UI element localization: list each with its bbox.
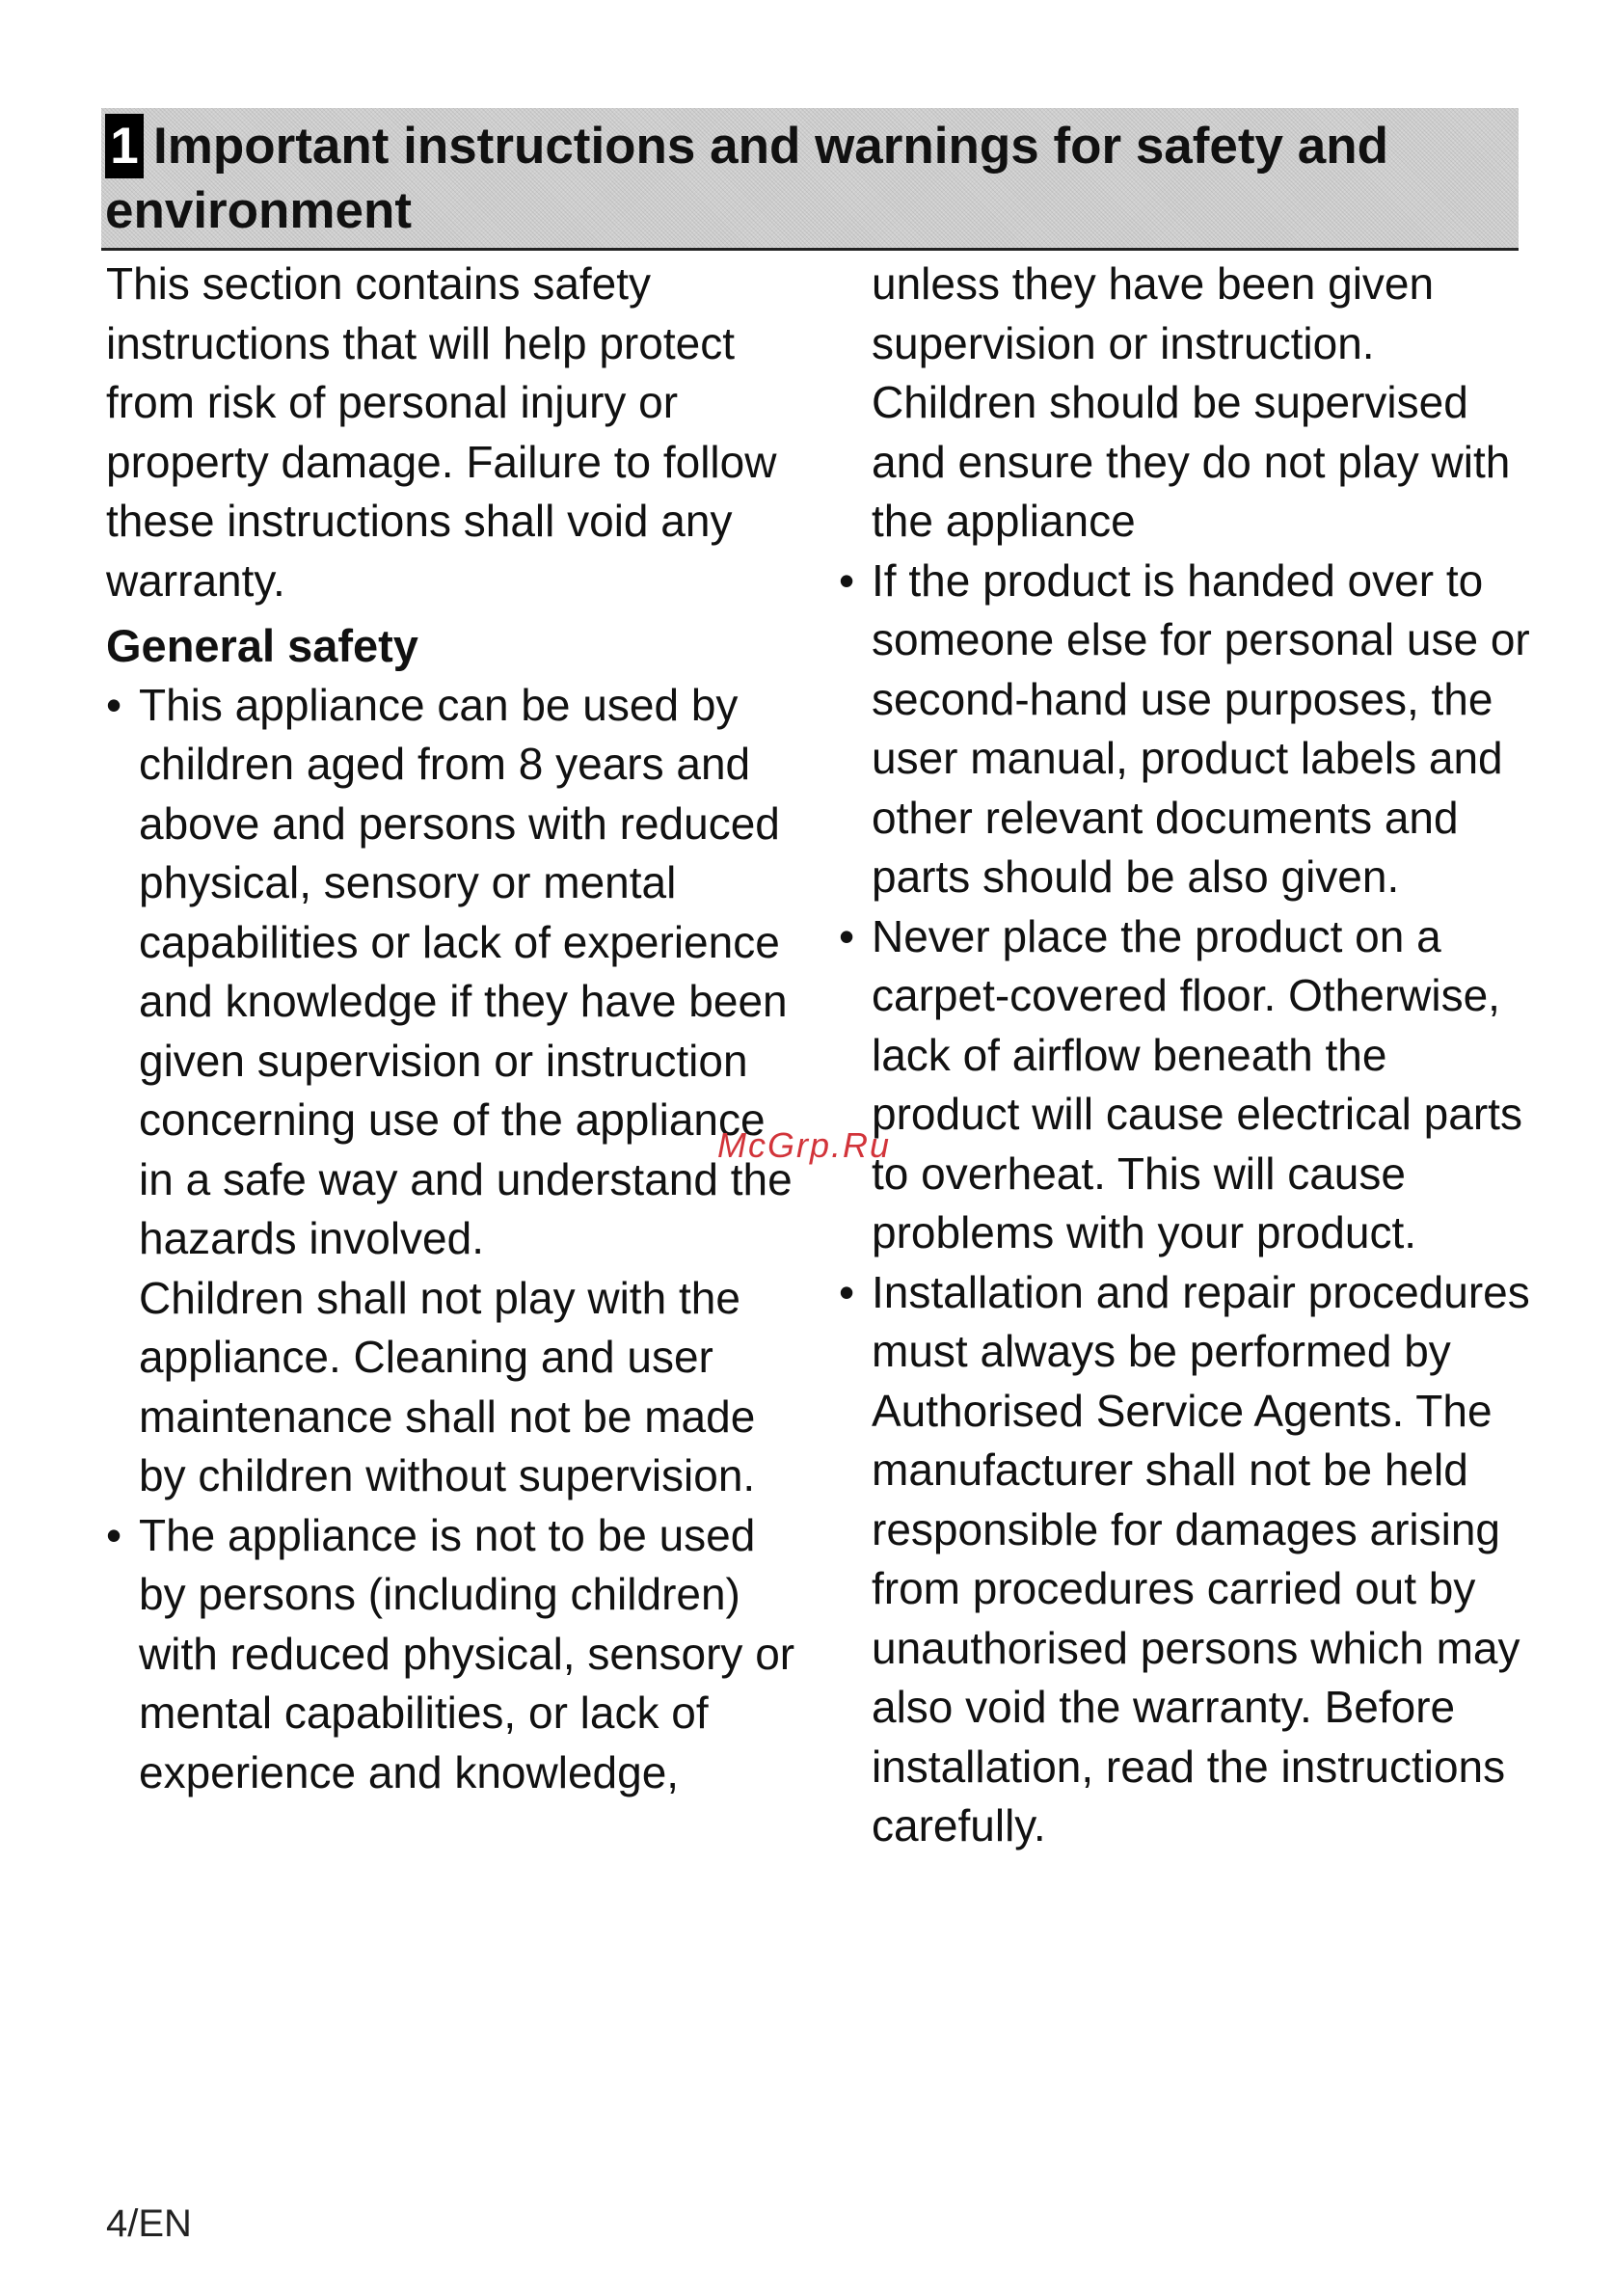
general-safety-heading: General safety — [106, 620, 418, 671]
bullet-extra-text: Children shall not play with the appliance. Cleaning and user maintenance shall not be made by children without supervision. — [139, 1272, 756, 1500]
safety-list-right — [839, 552, 1533, 1856]
left-column — [106, 255, 810, 1802]
section-title — [105, 114, 1513, 243]
section-title-text: Important instructions and warnings for safety and environment — [105, 118, 1388, 239]
section-header — [101, 108, 1519, 251]
bullet-text: This appliance can be used by children aged from 8 years and above and persons with reduced physical, sensory or mental capabilities or lack of experience and knowledge if they have been given supervision or instruction concerning use of the appliance in a safe way and understand the hazards involved. — [139, 679, 793, 1263]
bullet-text: The appliance is not to be used by persons (including children) with reduced physical, sensory or mental capabilities, or lack of experience and knowledge, — [139, 1509, 795, 1797]
section-number: 1 — [105, 114, 144, 178]
safety-list-left — [106, 676, 810, 1803]
watermark: McGrp.Ru — [717, 1125, 892, 1165]
right-column — [839, 255, 1533, 1856]
bullet-continuation: unless they have been given supervision or instruction. Children should be supervised and ensure they do not play with the appliance — [872, 258, 1511, 546]
safety-bullet-installation — [839, 1263, 1533, 1856]
safety-bullet-handover — [839, 552, 1533, 907]
intro-paragraph: This section contains safety instructions that will help protect from risk of personal injury or property damage. Failure to follow these instructions shall void any warranty. — [106, 258, 777, 606]
safety-bullet-children-use — [106, 676, 810, 1506]
bullet-text: If the product is handed over to someone else for personal use or second-hand use purposes, the user manual, product labels and other relevant documents and parts should be also given. — [872, 554, 1530, 902]
safety-bullet-reduced-capabilities — [106, 1506, 810, 1803]
bullet-text: Installation and repair procedures must always be performed by Authorised Service Agents. The manufacturer shall not be held responsible for damages arising from procedures carried out by unauthorised persons which may also void the warranty. Before installation, read the instructions carefully. — [872, 1266, 1530, 1850]
bullet-text: Never place the product on a carpet-covered floor. Otherwise, lack of airflow beneath the product will cause electrical parts to overheat. This will cause problems with your product. — [872, 910, 1522, 1257]
safety-bullet-carpet — [839, 907, 1533, 1263]
page-number: 4/EN — [106, 2202, 192, 2245]
